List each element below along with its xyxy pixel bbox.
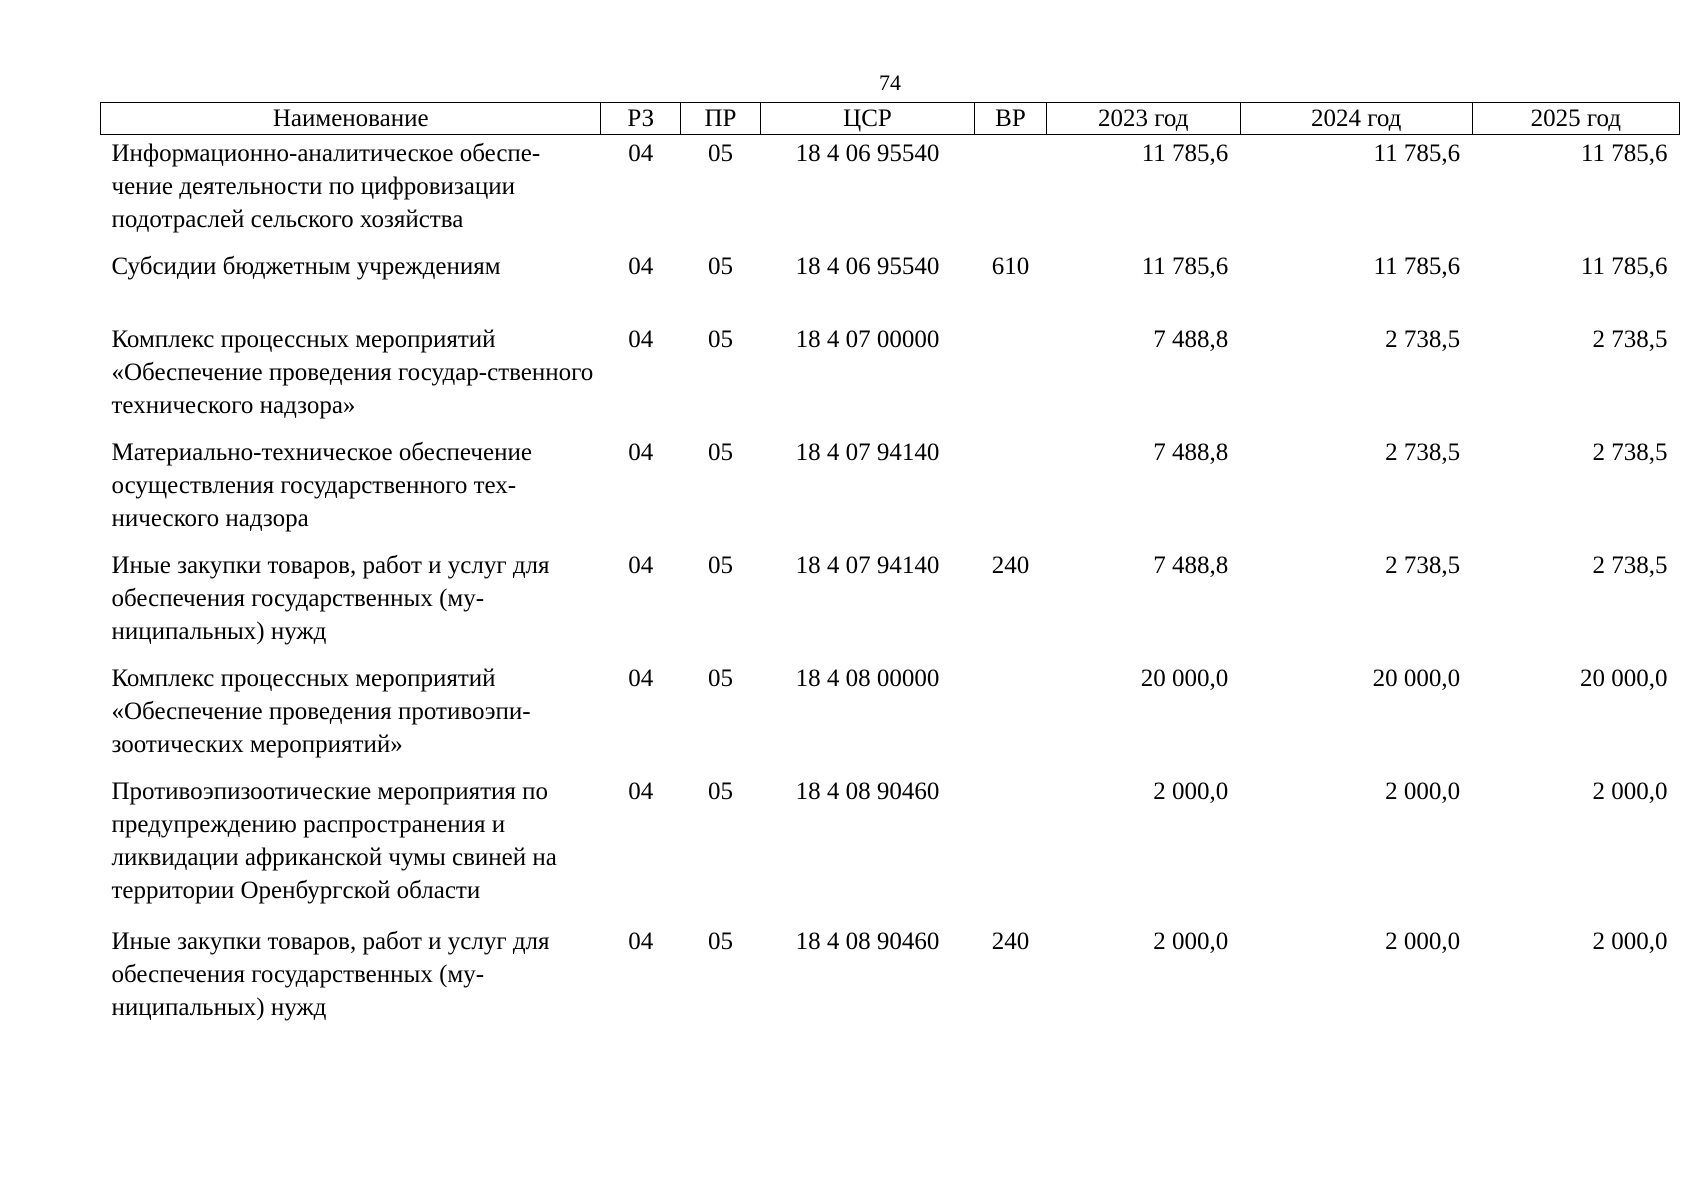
row-2024: 11 785,6 xyxy=(1373,253,1461,280)
row-2023: 11 785,6 xyxy=(1141,140,1229,167)
row-2023: 20 000,0 xyxy=(1140,665,1229,692)
row-csr: 18 4 08 00000 xyxy=(795,665,940,692)
row-2025: 2 000,0 xyxy=(1592,778,1668,805)
table-row xyxy=(101,662,1680,775)
row-2024: 2 000,0 xyxy=(1385,778,1461,805)
table-row xyxy=(101,775,1680,925)
row-rz: 04 xyxy=(628,439,654,466)
row-csr: 18 4 08 90460 xyxy=(795,778,940,805)
row-vr xyxy=(975,323,1046,436)
row-2024: 11 785,6 xyxy=(1373,140,1461,167)
row-pr: 05 xyxy=(707,326,733,353)
row-2024: 2 000,0 xyxy=(1385,928,1461,955)
row-2023: 7 488,8 xyxy=(1153,552,1229,579)
row-2025: 20 000,0 xyxy=(1580,665,1668,692)
row-2023: 2 000,0 xyxy=(1153,928,1229,955)
table-row xyxy=(101,549,1680,662)
header-csr: ЦСР xyxy=(760,103,974,135)
row-vr: 240 xyxy=(991,552,1030,579)
row-2025: 2 738,5 xyxy=(1592,439,1668,466)
table-row xyxy=(101,925,1680,1024)
row-rz: 04 xyxy=(628,326,654,353)
row-rz: 04 xyxy=(628,552,654,579)
row-2024: 20 000,0 xyxy=(1372,665,1461,692)
row-2025: 11 785,6 xyxy=(1580,253,1668,280)
row-csr: 18 4 08 90460 xyxy=(795,928,940,955)
row-rz: 04 xyxy=(628,928,654,955)
table-row xyxy=(101,436,1680,549)
row-2025: 2 000,0 xyxy=(1592,928,1668,955)
header-2025: 2025 год xyxy=(1472,103,1679,135)
row-name: Субсидии бюджетным учреждениям xyxy=(111,253,501,280)
row-2023: 7 488,8 xyxy=(1153,439,1229,466)
row-pr: 05 xyxy=(707,140,733,167)
row-csr: 18 4 07 00000 xyxy=(795,326,940,353)
row-vr xyxy=(975,662,1046,775)
row-vr xyxy=(975,775,1046,925)
header-2024: 2024 год xyxy=(1240,103,1472,135)
row-rz: 04 xyxy=(628,778,654,805)
table-row xyxy=(101,135,1680,251)
header-2023: 2023 год xyxy=(1046,103,1240,135)
table-row xyxy=(101,250,1680,323)
row-pr: 05 xyxy=(707,665,733,692)
row-rz: 04 xyxy=(628,665,654,692)
row-2025: 11 785,6 xyxy=(1580,140,1668,167)
row-2024: 2 738,5 xyxy=(1385,326,1461,353)
budget-table xyxy=(100,102,1680,1024)
row-vr xyxy=(975,436,1046,549)
header-pr: ПР xyxy=(681,103,761,135)
row-2023: 2 000,0 xyxy=(1153,778,1229,805)
row-2025: 2 738,5 xyxy=(1592,326,1668,353)
row-name: Материально-техническое обеспечение осуществления государственного тех-нического надзора xyxy=(111,439,532,532)
row-name: Противоэпизоотические мероприятия по предупреждению распространения и ликвидации африканской чумы свиней на территории Оренбургской области xyxy=(111,778,557,904)
row-2023: 11 785,6 xyxy=(1141,253,1229,280)
row-name: Комплекс процессных мероприятий «Обеспечение проведения противоэпи-зоотических мероприятий» xyxy=(111,665,531,758)
row-2025: 2 738,5 xyxy=(1592,552,1668,579)
row-pr: 05 xyxy=(707,928,733,955)
row-rz: 04 xyxy=(628,140,654,167)
row-vr xyxy=(975,135,1046,251)
row-vr: 240 xyxy=(991,928,1030,955)
row-2024: 2 738,5 xyxy=(1385,552,1461,579)
row-rz: 04 xyxy=(628,253,654,280)
header-vr: ВР xyxy=(975,103,1046,135)
page-number: 74 xyxy=(879,70,901,95)
row-name: Информационно-аналитическое обеспе-чение деятельности по цифровизации подотраслей сельского хозяйства xyxy=(111,140,541,233)
row-pr: 05 xyxy=(707,253,733,280)
table-header-row xyxy=(101,103,1680,135)
table-row xyxy=(101,323,1680,436)
row-pr: 05 xyxy=(707,552,733,579)
row-2023: 7 488,8 xyxy=(1153,326,1229,353)
row-csr: 18 4 06 95540 xyxy=(795,253,940,280)
row-vr: 610 xyxy=(991,253,1030,280)
row-name: Комплекс процессных мероприятий «Обеспечение проведения государ-ственного технического надзора» xyxy=(111,326,594,419)
row-pr: 05 xyxy=(707,778,733,805)
row-csr: 18 4 07 94140 xyxy=(795,439,940,466)
row-csr: 18 4 06 95540 xyxy=(795,140,940,167)
row-pr: 05 xyxy=(707,439,733,466)
header-rz: РЗ xyxy=(601,103,681,135)
row-name: Иные закупки товаров, работ и услуг для обеспечения государственных (му-ниципальных) нужд xyxy=(111,928,550,1021)
row-2024: 2 738,5 xyxy=(1385,439,1461,466)
row-csr: 18 4 07 94140 xyxy=(795,552,940,579)
header-name: Наименование xyxy=(101,103,601,135)
row-name: Иные закупки товаров, работ и услуг для обеспечения государственных (му-ниципальных) нужд xyxy=(111,552,550,645)
